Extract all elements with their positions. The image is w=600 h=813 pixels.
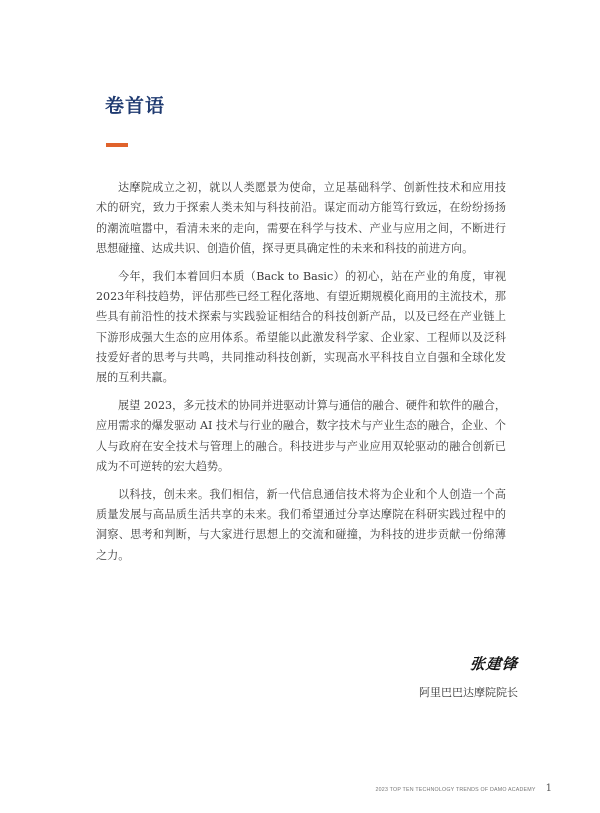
signature-block <box>419 653 518 700</box>
signature-role: 阿里巴巴达摩院院长 <box>419 686 518 699</box>
paragraph-3: 展望 2023，多元技术的协同并进驱动计算与通信的融合、硬件和软件的融合，应用需求的爆发驱动 AI 技术与行业的融合，数字技术与产业生态的融合，企业、个人与政府在安全技术与管理上的融合。科技进步与产业应用双轮驱动的融合创新已成为不可逆转的宏大趋势。 <box>96 398 506 473</box>
foreword-body <box>96 178 506 573</box>
page-title: 卷首语 <box>105 95 166 117</box>
paragraph-2: 今年，我们本着回归本质（Back to Basic）的初心，站在产业的角度，审视 2023年科技趋势，评估那些已经工程化落地、有望近期规模化商用的主流技术，那些具有前沿性的技术探索与实践验证相结合的科技创新产品，以及已经在产业链上下游形成强大生态的应用体系。希望能以此激发科学家、企业家、工程师以及泛科技爱好者的思考与共鸣，共同推动科技创新，实现高水平科技自立自强和全球化发展的互利共赢。 <box>96 269 506 385</box>
paragraph-1: 达摩院成立之初，就以人类愿景为使命，立足基础科学、创新性技术和应用技术的研究，致力于探索人类未知与科技前沿。谋定而动方能笃行致远，在纷纷扬扬的潮流喧嚣中，看清未来的走向，需要在科学与技术、产业与应用之间，不断进行思想碰撞、达成共识、创造价值，探寻更具确定性的未来和科技的前进方向。 <box>96 181 506 255</box>
footer-text: 2023 TOP TEN TECHNOLOGY TRENDS OF DAMO ACADEMY <box>375 787 536 793</box>
page-number: 1 <box>545 783 552 794</box>
page-footer <box>376 783 552 794</box>
signature-name: 张建锋 <box>468 655 519 673</box>
title-accent-bar <box>106 143 128 147</box>
paragraph-4: 以科技，创未来。我们相信，新一代信息通信技术将为企业和个人创造一个高质量发展与高品质生活共享的未来。我们希望通过分享达摩院在科研实践过程中的洞察、思考和判断，与大家进行思想上的交流和碰撞，为科技的进步贡献一份绵薄之力。 <box>96 487 506 562</box>
